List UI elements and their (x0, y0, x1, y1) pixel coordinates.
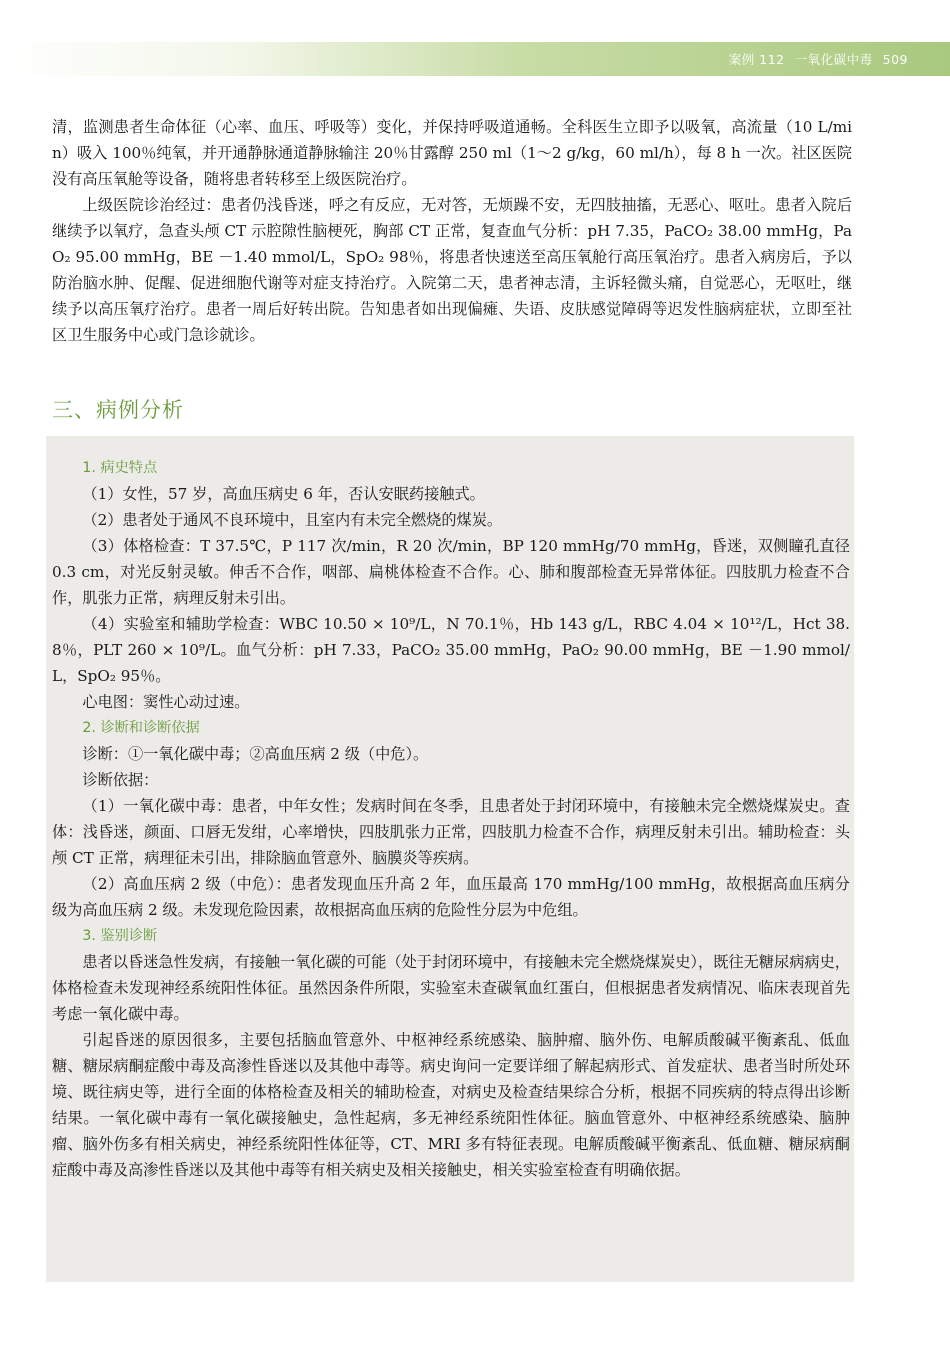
paragraph: （4）实验室和辅助学检查：WBC 10.50 × 10⁹/L，N 70.1％，Hb 143 g/L，RBC 4.04 × 10¹²/L，Hct 38.8％，PLT 260 × 10⁹/L。血气分析：pH 7.33，PaCO₂ 35.00 mmHg，PaO₂ 90.00 mmHg，BE －1.90 mmol/L，SpO₂ 95％。 (52, 615, 850, 685)
case-analysis-panel (46, 436, 854, 1282)
paragraph: 心电图：窦性心动过速。 (82, 693, 250, 711)
paragraph: （1）一氧化碳中毒：患者，中年女性；发病时间在冬季，且患者处于封闭环境中，有接触未完全燃烧煤炭史。查体：浅昏迷，颜面、口唇无发绀，心率增快，四肢肌张力正常，四肢肌力检查不合作，病理反射未引出。辅助检查：头颅 CT 正常，病理征未引出，排除脑血管意外、脑膜炎等疾病。 (52, 797, 850, 867)
subsection-title: 3. 鉴别诊断 (82, 928, 158, 944)
paragraph: 患者以昏迷急性发病，有接触一氧化碳的可能（处于封闭环境中，有接触未完全燃烧煤炭史），既往无糖尿病病史，体格检查未发现神经系统阳性体征。虽然因条件所限，实验室未查碳氧血红蛋白，但根据患者发病情况、临床表现首先考虑一氧化碳中毒。 (52, 953, 850, 1023)
paragraph: 上级医院诊治经过：患者仍浅昏迷，呼之有反应，无对答，无烦躁不安，无四肢抽搐，无恶心、呕吐。患者入院后继续予以氧疗，急查头颅 CT 示腔隙性脑梗死，胸部 CT 正常，复查血气分析：pH 7.35，PaCO₂ 38.00 mmHg，PaO₂ 95.00 mmHg，BE －1.40 mmol/L，SpO₂ 98％，将患者快速送至高压氧舱行高压氧治疗。患者入病房后，予以防治脑水肿、促醒、促进细胞代谢等对症支持治疗。入院第二天，患者神志清，主诉轻微头痛，自觉恶心，无呕吐，继续予以高压氧疗治疗。患者一周后好转出院。告知患者如出现偏瘫、失语、皮肤感觉障碍等迟发性脑病症状，立即至社区卫生服务中心或门急诊就诊。 (52, 196, 852, 344)
paragraph: （1）女性，57 岁，高血压病史 6 年，否认安眠药接触式。 (82, 485, 485, 503)
running-header (729, 50, 908, 68)
paragraph: 清，监测患者生命体征（心率、血压、呼吸等）变化，并保持呼吸道通畅。全科医生立即予以吸氧，高流量（10 L/min）吸入 100％纯氧，并开通静脉通道静脉输注 20％甘露醇 250 ml（1～2 g/kg，60 ml/h），每 8 h 一次。社区医院没有高压氧舱等设备，随将患者转移至上级医院治疗。 (52, 118, 852, 188)
page-number: 509 (882, 52, 908, 67)
case-label: 案例 112 (728, 52, 785, 67)
paragraph: 引起昏迷的原因很多，主要包括脑血管意外、中枢神经系统感染、脑肿瘤、脑外伤、电解质酸碱平衡紊乱、低血糖、糖尿病酮症酸中毒及高渗性昏迷以及其他中毒等。病史询问一定要详细了解起病形式、首发症状、患者当时所处环境、既往病史等，进行全面的体格检查及相关的辅助检查，对病史及检查结果综合分析，根据不同疾病的特点得出诊断结果。一氧化碳中毒有一氧化碳接触史，急性起病，多无神经系统阳性体征。脑血管意外、中枢神经系统感染、脑肿瘤、脑外伤多有相关病史，神经系统阳性体征等，CT、MRI 多有特征表现。电解质酸碱平衡紊乱、低血糖、糖尿病酮症酸中毒及高渗性昏迷以及其他中毒等有相关病史及相关接触史，相关实验室检查有明确依据。 (52, 1031, 850, 1179)
case-title: 一氧化碳中毒 (794, 52, 873, 67)
subsection-title: 1. 病史特点 (82, 460, 158, 476)
paragraph: 诊断依据： (82, 771, 159, 789)
paragraph: （3）体格检查：T 37.5℃，P 117 次/min，R 20 次/min，BP 120 mmHg/70 mmHg，昏迷，双侧瞳孔直径 0.3 cm，对光反射灵敏。伸舌不合作，咽部、扁桃体检查不合作。心、肺和腹部检查无异常体征。四肢肌力检查不合作，肌张力正常，病理反射未引出。 (52, 537, 850, 607)
paragraph: （2）患者处于通风不良环境中，且室内有未完全燃烧的煤炭。 (82, 511, 503, 529)
section-title: 三、病例分析 (52, 398, 184, 422)
paragraph: 诊断：①一氧化碳中毒；②高血压病 2 级（中危）。 (82, 745, 429, 763)
subsection-title: 2. 诊断和诊断依据 (82, 720, 200, 736)
paragraph: （2）高血压病 2 级（中危）：患者发现血压升高 2 年，血压最高 170 mmHg/100 mmHg，故根据高血压病分级为高血压病 2 级。未发现危险因素，故根据高血压病的危险性分层为中危组。 (52, 875, 850, 919)
continued-text (52, 114, 852, 348)
